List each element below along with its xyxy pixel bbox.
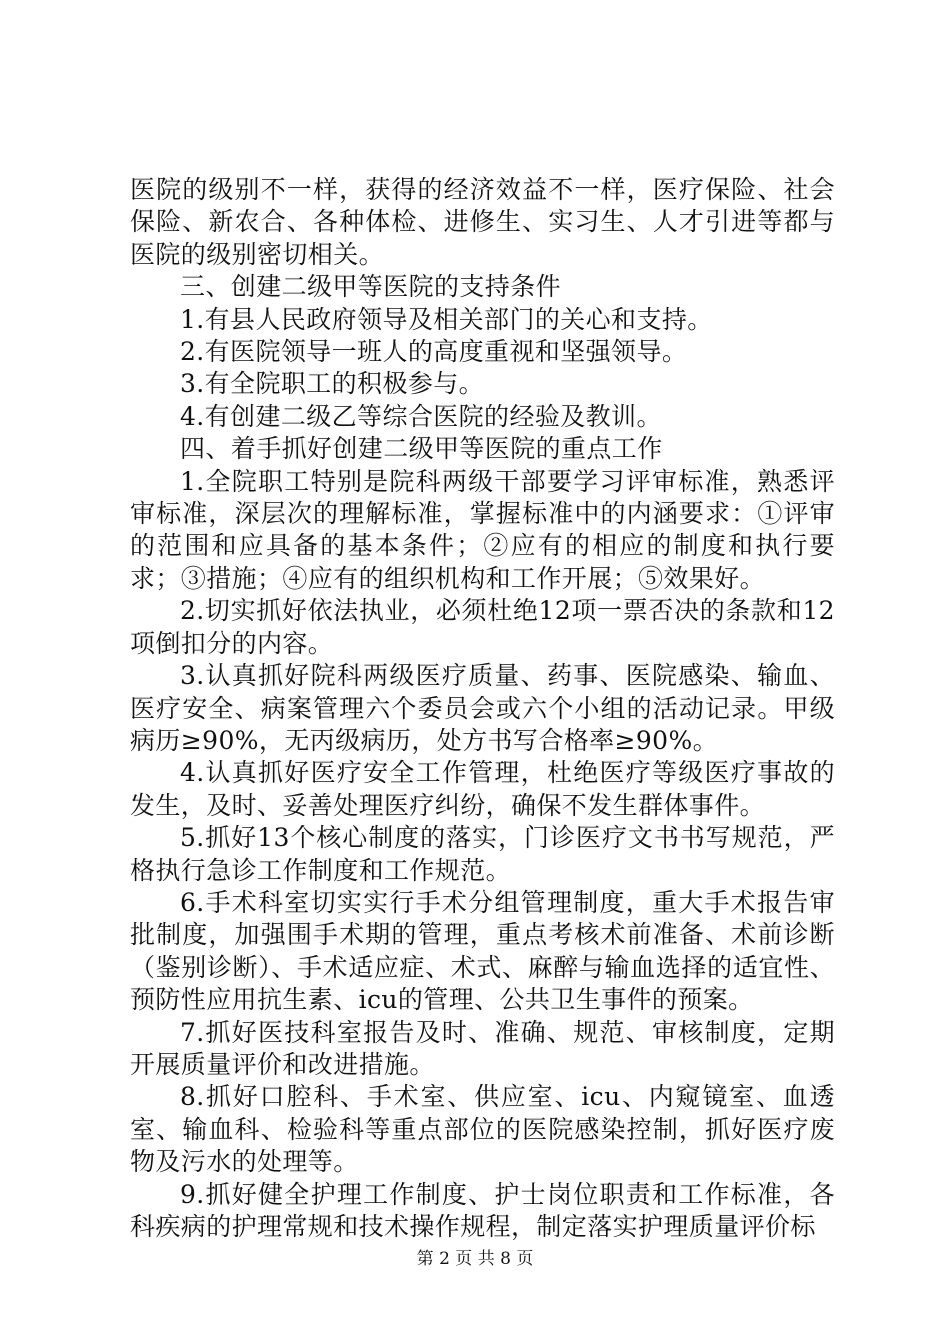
paragraph: 8.抓好口腔科、手术室、供应室、icu、内窥镜室、血透室、输血科、检验科等重点部位的医院感染控制，抓好医疗废物及污水的处理等。 <box>130 1082 835 1177</box>
paragraph: 4.认真抓好医疗安全工作管理，杜绝医疗等级医疗事故的发生，及时、妥善处理医疗纠纷，确保不发生群体事件。 <box>130 758 835 820</box>
document-body <box>130 174 835 1243</box>
paragraph: 2.切实抓好依法执业，必须杜绝12项一票否决的条款和12项倒扣分的内容。 <box>130 596 835 658</box>
paragraph: 5.抓好13个核心制度的落实，门诊医疗文书书写规范，严格执行急诊工作制度和工作规范。 <box>130 823 835 885</box>
paragraph: 四、着手抓好创建二级甲等医院的重点工作 <box>180 434 663 464</box>
paragraph: 4.有创建二级乙等综合医院的经验及教训。 <box>180 401 662 431</box>
paragraph: 医院的级别不一样，获得的经济效益不一样，医疗保险、社会保险、新农合、各种体检、进修生、实习生、人才引进等都与医院的级别密切相关。 <box>130 175 835 269</box>
paragraph: 6.手术科室切实实行手术分组管理制度，重大手术报告审批制度，加强围手术期的管理，重点考核术前准备、术前诊断（鉴别诊断）、手术适应症、术式、麻醉与输血选择的适宜性、预防性应用抗生素、icu的管理、公共卫生事件的预案。 <box>130 887 835 1015</box>
paragraph: 三、创建二级甲等医院的支持条件 <box>180 272 562 302</box>
paragraph: 9.抓好健全护理工作制度、护士岗位职责和工作标准，各科疾病的护理常规和技术操作规程，制定落实护理质量评价标 <box>130 1179 835 1241</box>
paragraph: 7.抓好医技科室报告及时、准确、规范、审核制度，定期开展质量评价和改进措施。 <box>130 1017 835 1079</box>
paragraph: 1.全院职工特别是院科两级干部要学习评审标准，熟悉评审标准，深层次的理解标准，掌握标准中的内涵要求：①评审的范围和应具备的基本条件；②应有的相应的制度和执行要求；③措施；④应有的组织机构和工作开展；⑤效果好。 <box>130 466 835 593</box>
paragraph: 1.有县人民政府领导及相关部门的关心和支持。 <box>180 304 713 334</box>
paragraph: 3.有全院职工的积极参与。 <box>180 369 485 399</box>
page-footer: 第 2 页 共 8 页 <box>416 1249 534 1269</box>
paragraph: 2.有医院领导一班人的高度重视和坚强领导。 <box>180 337 688 367</box>
paragraph: 3.认真抓好院科两级医疗质量、药事、医院感染、输血、医疗安全、病案管理六个委员会或六个小组的活动记录。甲级病历≥90%，无丙级病历，处方书写合格率≥90%。 <box>130 661 835 755</box>
